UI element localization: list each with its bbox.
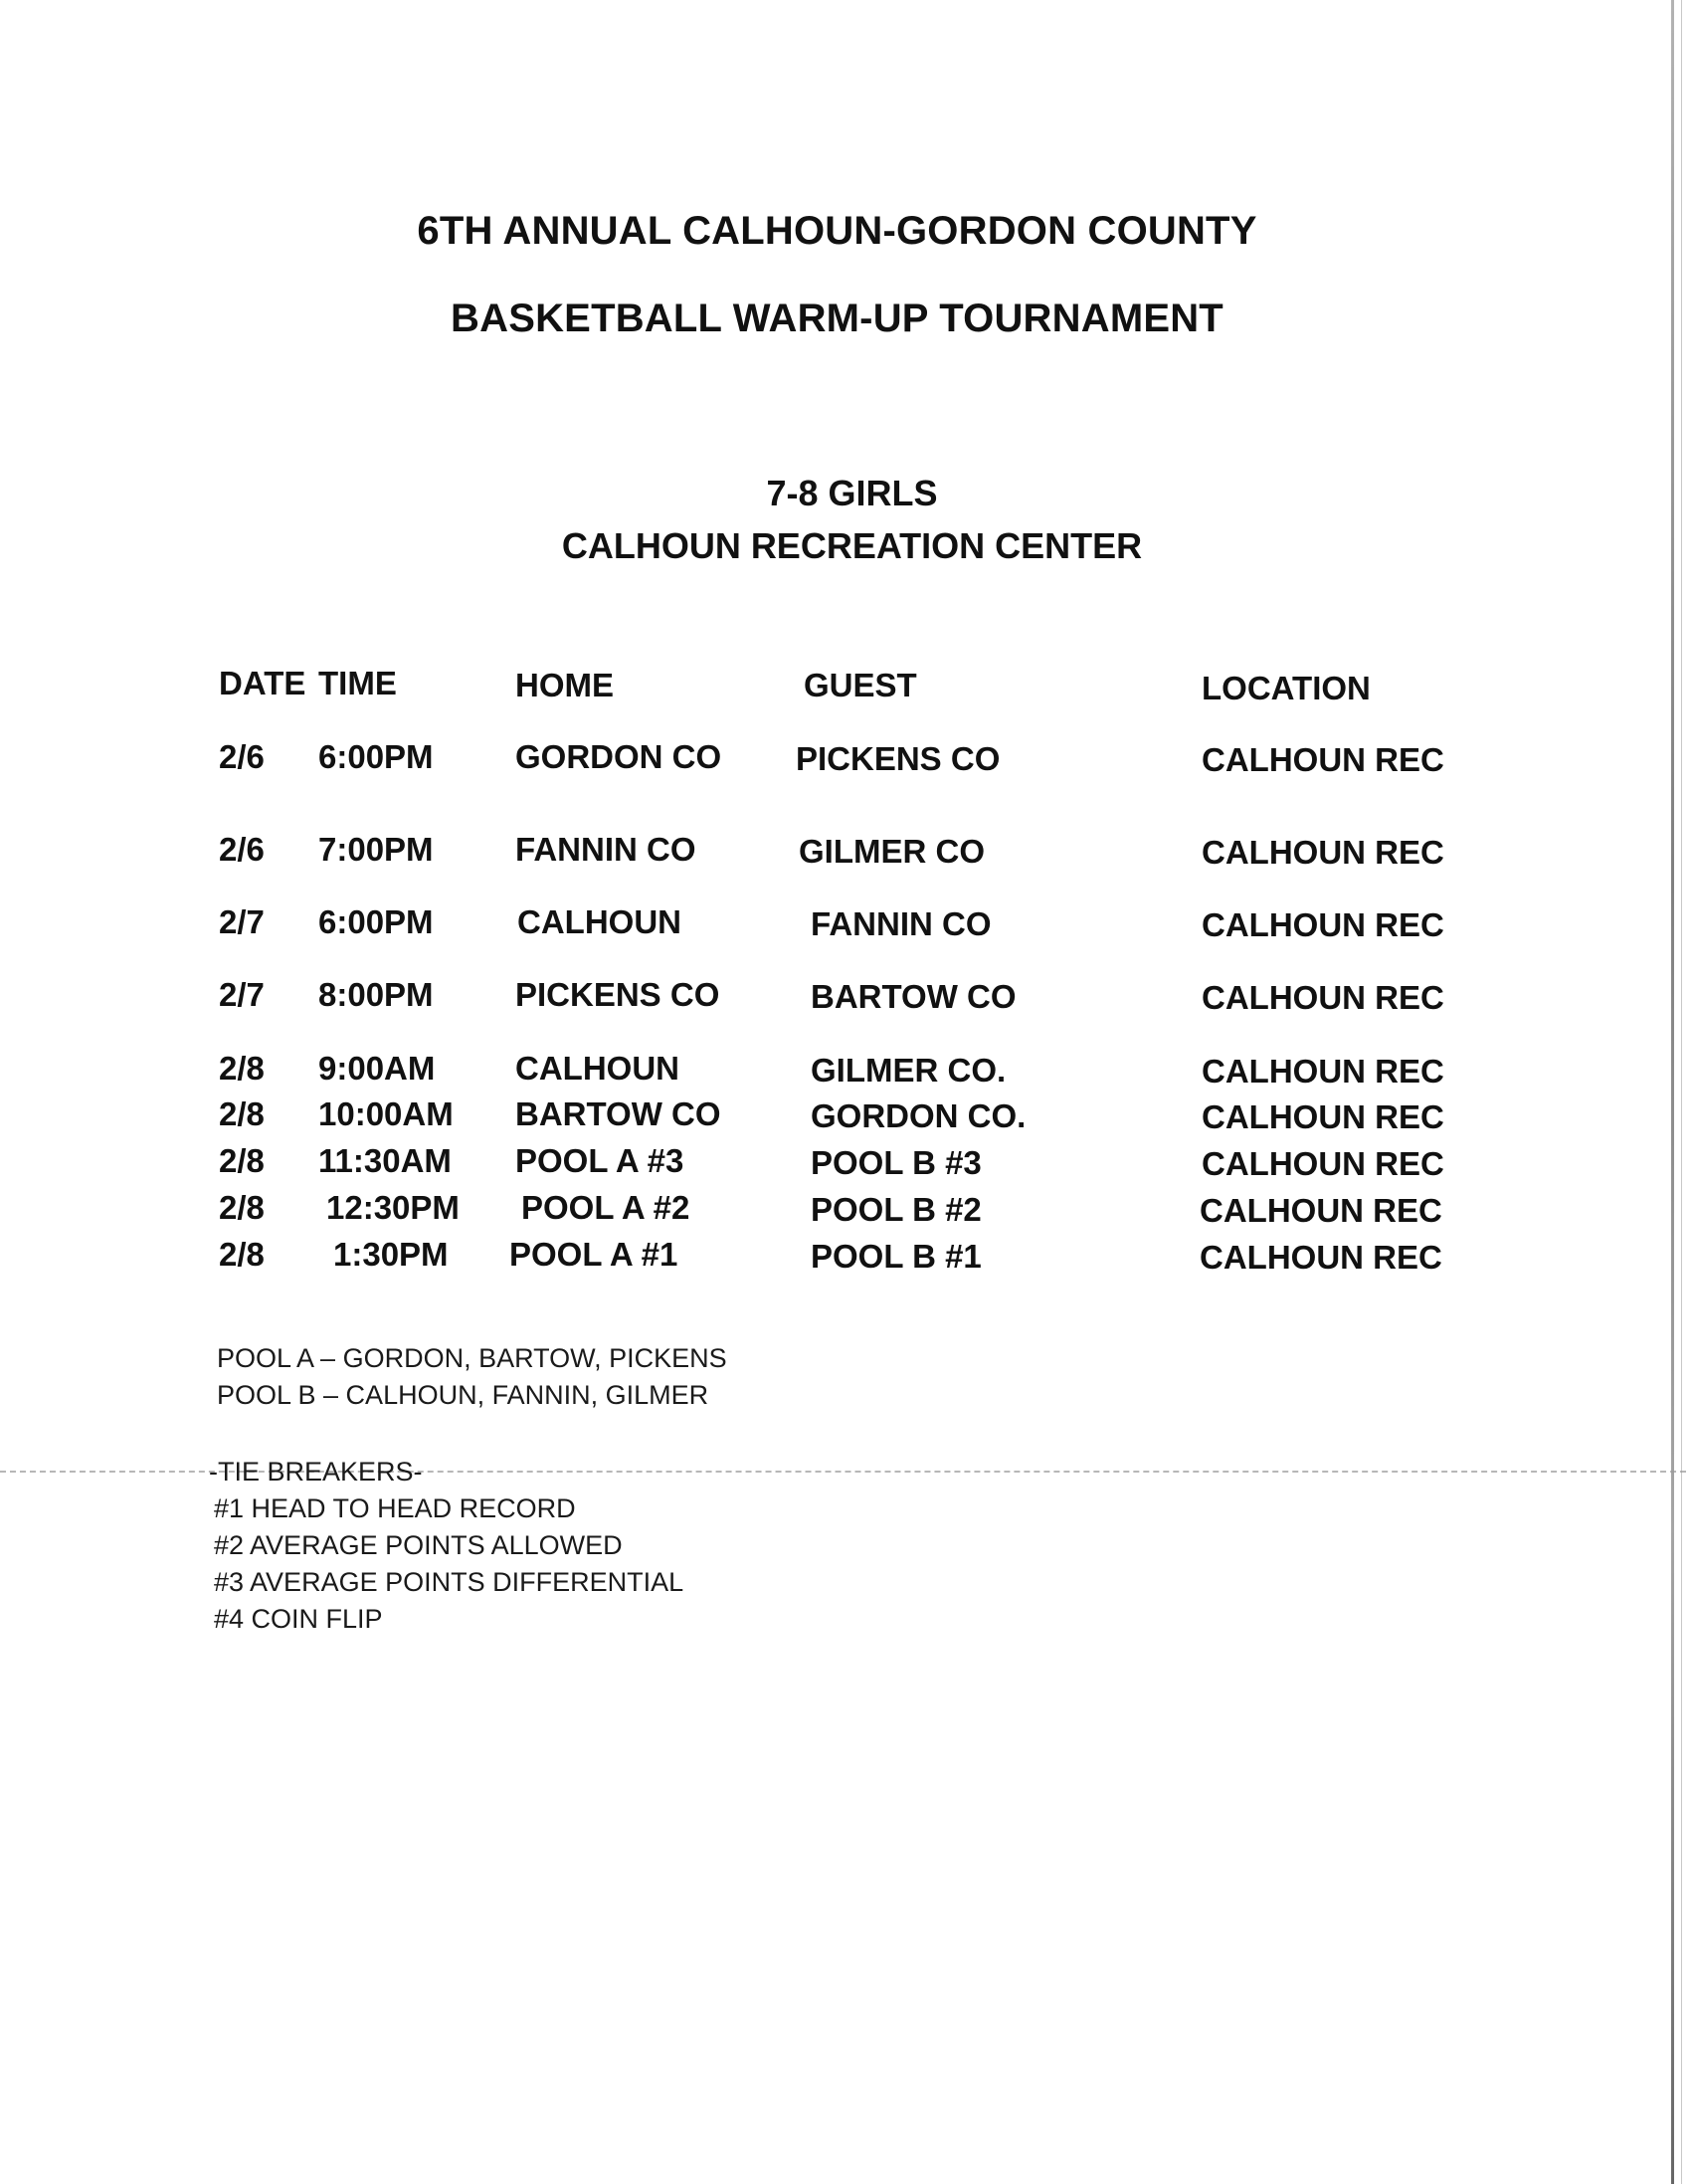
header-date: DATE xyxy=(219,665,306,701)
row-location: CALHOUN REC xyxy=(1202,1145,1444,1182)
header-home: HOME xyxy=(515,667,614,703)
row-guest: POOL B #3 xyxy=(811,1144,982,1181)
header-guest: GUEST xyxy=(804,667,917,703)
header-time: TIME xyxy=(318,665,397,701)
row-date: 2/6 xyxy=(219,831,265,868)
tie-breakers-heading: -TIE BREAKERS- xyxy=(209,1457,423,1487)
row-time: 9:00AM xyxy=(318,1050,436,1087)
row-guest: PICKENS CO xyxy=(796,740,1001,777)
venue-heading: CALHOUN RECREATION CENTER xyxy=(561,525,1143,566)
row-home: CALHOUN xyxy=(517,903,681,940)
row-location: CALHOUN REC xyxy=(1202,906,1444,943)
row-date: 2/8 xyxy=(219,1095,265,1132)
row-time: 8:00PM xyxy=(318,976,434,1013)
row-home: FANNIN CO xyxy=(515,831,696,868)
row-guest: FANNIN CO xyxy=(811,905,992,942)
row-date: 2/8 xyxy=(219,1236,265,1273)
row-location: CALHOUN REC xyxy=(1200,1192,1442,1229)
row-time: 6:00PM xyxy=(318,903,434,940)
header-location: LOCATION xyxy=(1202,670,1371,706)
row-location: CALHOUN REC xyxy=(1200,1239,1442,1276)
tie-breaker-item: #3 AVERAGE POINTS DIFFERENTIAL xyxy=(214,1567,684,1597)
row-date: 2/7 xyxy=(219,903,265,940)
row-guest: POOL B #2 xyxy=(811,1191,982,1228)
row-time: 12:30PM xyxy=(326,1189,460,1226)
row-location: CALHOUN REC xyxy=(1202,1053,1444,1090)
row-home: CALHOUN xyxy=(515,1050,679,1087)
division-heading: 7-8 GIRLS xyxy=(766,473,938,513)
tie-breaker-item: #1 HEAD TO HEAD RECORD xyxy=(214,1493,576,1523)
row-guest: GORDON CO. xyxy=(811,1097,1027,1134)
row-location: CALHOUN REC xyxy=(1202,979,1444,1016)
row-home: POOL A #2 xyxy=(521,1189,690,1226)
row-home: POOL A #1 xyxy=(509,1236,678,1273)
row-date: 2/8 xyxy=(219,1189,265,1226)
row-home: GORDON CO xyxy=(515,738,722,775)
row-date: 2/8 xyxy=(219,1142,265,1179)
row-home: PICKENS CO xyxy=(515,976,720,1013)
pool-b-note: POOL B – CALHOUN, FANNIN, GILMER xyxy=(217,1380,709,1410)
row-guest: GILMER CO. xyxy=(811,1052,1007,1089)
row-guest: BARTOW CO xyxy=(811,978,1017,1015)
row-location: CALHOUN REC xyxy=(1202,741,1444,778)
row-time: 7:00PM xyxy=(318,831,434,868)
row-time: 6:00PM xyxy=(318,738,434,775)
row-guest: POOL B #1 xyxy=(811,1238,982,1275)
row-location: CALHOUN REC xyxy=(1202,834,1444,871)
tie-breaker-item: #4 COIN FLIP xyxy=(214,1604,383,1634)
page-title: 6TH ANNUAL CALHOUN-GORDON COUNTY xyxy=(417,209,1257,253)
row-time: 11:30AM xyxy=(318,1142,452,1179)
row-time: 10:00AM xyxy=(318,1095,454,1132)
row-date: 2/8 xyxy=(219,1050,265,1087)
pool-a-note: POOL A – GORDON, BARTOW, PICKENS xyxy=(217,1343,727,1373)
row-date: 2/6 xyxy=(219,738,265,775)
row-location: CALHOUN REC xyxy=(1202,1098,1444,1135)
row-guest: GILMER CO xyxy=(799,833,985,870)
row-home: POOL A #3 xyxy=(515,1142,684,1179)
row-home: BARTOW CO xyxy=(515,1095,721,1132)
page-subtitle: BASKETBALL WARM-UP TOURNAMENT xyxy=(451,297,1223,340)
row-time: 1:30PM xyxy=(333,1236,449,1273)
row-date: 2/7 xyxy=(219,976,265,1013)
tie-breaker-item: #2 AVERAGE POINTS ALLOWED xyxy=(214,1530,623,1560)
